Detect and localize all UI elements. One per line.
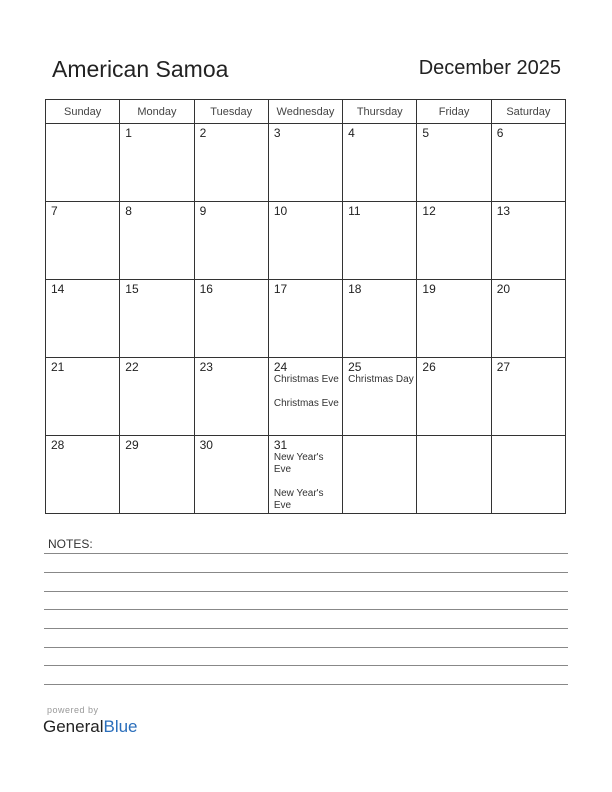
day-number: 4 xyxy=(348,126,355,140)
day-number: 22 xyxy=(125,360,139,374)
generalblue-logo xyxy=(43,717,138,737)
day-cell xyxy=(268,124,342,202)
day-number: 13 xyxy=(496,204,511,218)
weekday-wednesday: Wednesday xyxy=(268,100,342,124)
day-cell xyxy=(194,358,268,436)
day-cell xyxy=(120,358,194,436)
day-number xyxy=(343,436,416,438)
weekday-header-row xyxy=(46,100,566,124)
brand-general: General xyxy=(43,717,104,736)
day-number: 8 xyxy=(125,204,132,218)
day-cell xyxy=(491,202,565,280)
day-cell xyxy=(417,436,491,514)
calendar-body xyxy=(46,124,566,514)
note-line xyxy=(44,628,568,629)
day-number: 30 xyxy=(199,438,213,452)
day-cell xyxy=(46,124,120,202)
weekday-monday: Monday xyxy=(120,100,194,124)
day-cell xyxy=(194,124,268,202)
day-number: 2 xyxy=(199,126,207,140)
day-number: 23 xyxy=(199,360,213,374)
week-row xyxy=(46,280,566,358)
day-cell xyxy=(194,280,268,358)
day-cell xyxy=(268,280,342,358)
day-number: 11 xyxy=(348,204,361,218)
day-cell xyxy=(120,436,194,514)
day-number: 9 xyxy=(199,204,207,218)
day-number: 27 xyxy=(496,360,511,374)
day-number: 24 xyxy=(273,360,288,374)
notes-label: NOTES: xyxy=(48,537,93,551)
day-number: 18 xyxy=(348,282,362,296)
note-line xyxy=(44,684,568,685)
day-number: 26 xyxy=(422,360,436,374)
holiday-event: Christmas Eve xyxy=(273,398,339,409)
note-line xyxy=(44,647,568,648)
day-cell xyxy=(268,358,342,436)
day-number: 5 xyxy=(422,126,430,140)
day-cell xyxy=(491,280,565,358)
day-number: 15 xyxy=(125,282,139,296)
week-row xyxy=(46,358,566,436)
week-row xyxy=(46,202,566,280)
day-number: 3 xyxy=(273,126,281,140)
day-cell xyxy=(194,436,268,514)
day-cell xyxy=(491,124,565,202)
day-cell xyxy=(343,280,417,358)
note-line xyxy=(44,572,568,573)
day-cell xyxy=(417,280,491,358)
day-cell xyxy=(343,436,417,514)
holiday-event: Christmas Day xyxy=(348,374,414,385)
day-cell xyxy=(268,202,342,280)
day-cell xyxy=(491,358,565,436)
holiday-event: New Year's Eve xyxy=(273,488,324,511)
day-number: 1 xyxy=(125,126,132,140)
day-cell xyxy=(120,280,194,358)
day-cell xyxy=(194,202,268,280)
day-number: 10 xyxy=(273,204,288,218)
day-number: 25 xyxy=(348,360,362,374)
day-number: 16 xyxy=(199,282,213,296)
day-number: 20 xyxy=(496,282,511,296)
note-line xyxy=(44,665,568,666)
day-cell xyxy=(268,436,342,514)
day-cell xyxy=(46,202,120,280)
weekday-tuesday: Tuesday xyxy=(194,100,268,124)
day-number: 14 xyxy=(51,282,65,296)
week-row xyxy=(46,436,566,514)
holiday-event: Christmas Eve xyxy=(273,374,339,385)
weekday-saturday: Saturday xyxy=(491,100,565,124)
day-cell xyxy=(343,124,417,202)
note-line xyxy=(44,553,568,554)
calendar-grid xyxy=(45,99,566,514)
week-row xyxy=(46,124,566,202)
powered-by-text: powered by xyxy=(47,705,99,715)
day-cell xyxy=(417,124,491,202)
weekday-sunday: Sunday xyxy=(46,100,120,124)
day-cell xyxy=(343,202,417,280)
day-cell xyxy=(417,358,491,436)
weekday-friday: Friday xyxy=(417,100,491,124)
day-number: 19 xyxy=(422,282,436,296)
day-number xyxy=(46,124,119,126)
brand-blue: Blue xyxy=(103,717,138,736)
day-cell xyxy=(491,436,565,514)
day-cell xyxy=(46,436,120,514)
day-number xyxy=(492,436,565,438)
day-number xyxy=(417,436,490,438)
holiday-event: New Year's Eve xyxy=(273,452,324,475)
day-cell xyxy=(46,280,120,358)
day-cell xyxy=(46,358,120,436)
note-line xyxy=(44,591,568,592)
note-line xyxy=(44,609,568,610)
day-number: 7 xyxy=(51,204,58,218)
day-number: 31 xyxy=(273,438,288,452)
day-cell xyxy=(343,358,417,436)
day-number: 28 xyxy=(51,438,65,452)
day-cell xyxy=(417,202,491,280)
weekday-thursday: Thursday xyxy=(343,100,417,124)
day-number: 6 xyxy=(496,126,504,140)
day-cell xyxy=(120,202,194,280)
month-year: December 2025 xyxy=(418,57,561,79)
day-number: 29 xyxy=(125,438,139,452)
day-number: 21 xyxy=(51,360,65,374)
day-number: 12 xyxy=(422,204,436,218)
calendar-title: American Samoa xyxy=(52,56,229,82)
day-number: 17 xyxy=(273,282,288,296)
day-cell xyxy=(120,124,194,202)
